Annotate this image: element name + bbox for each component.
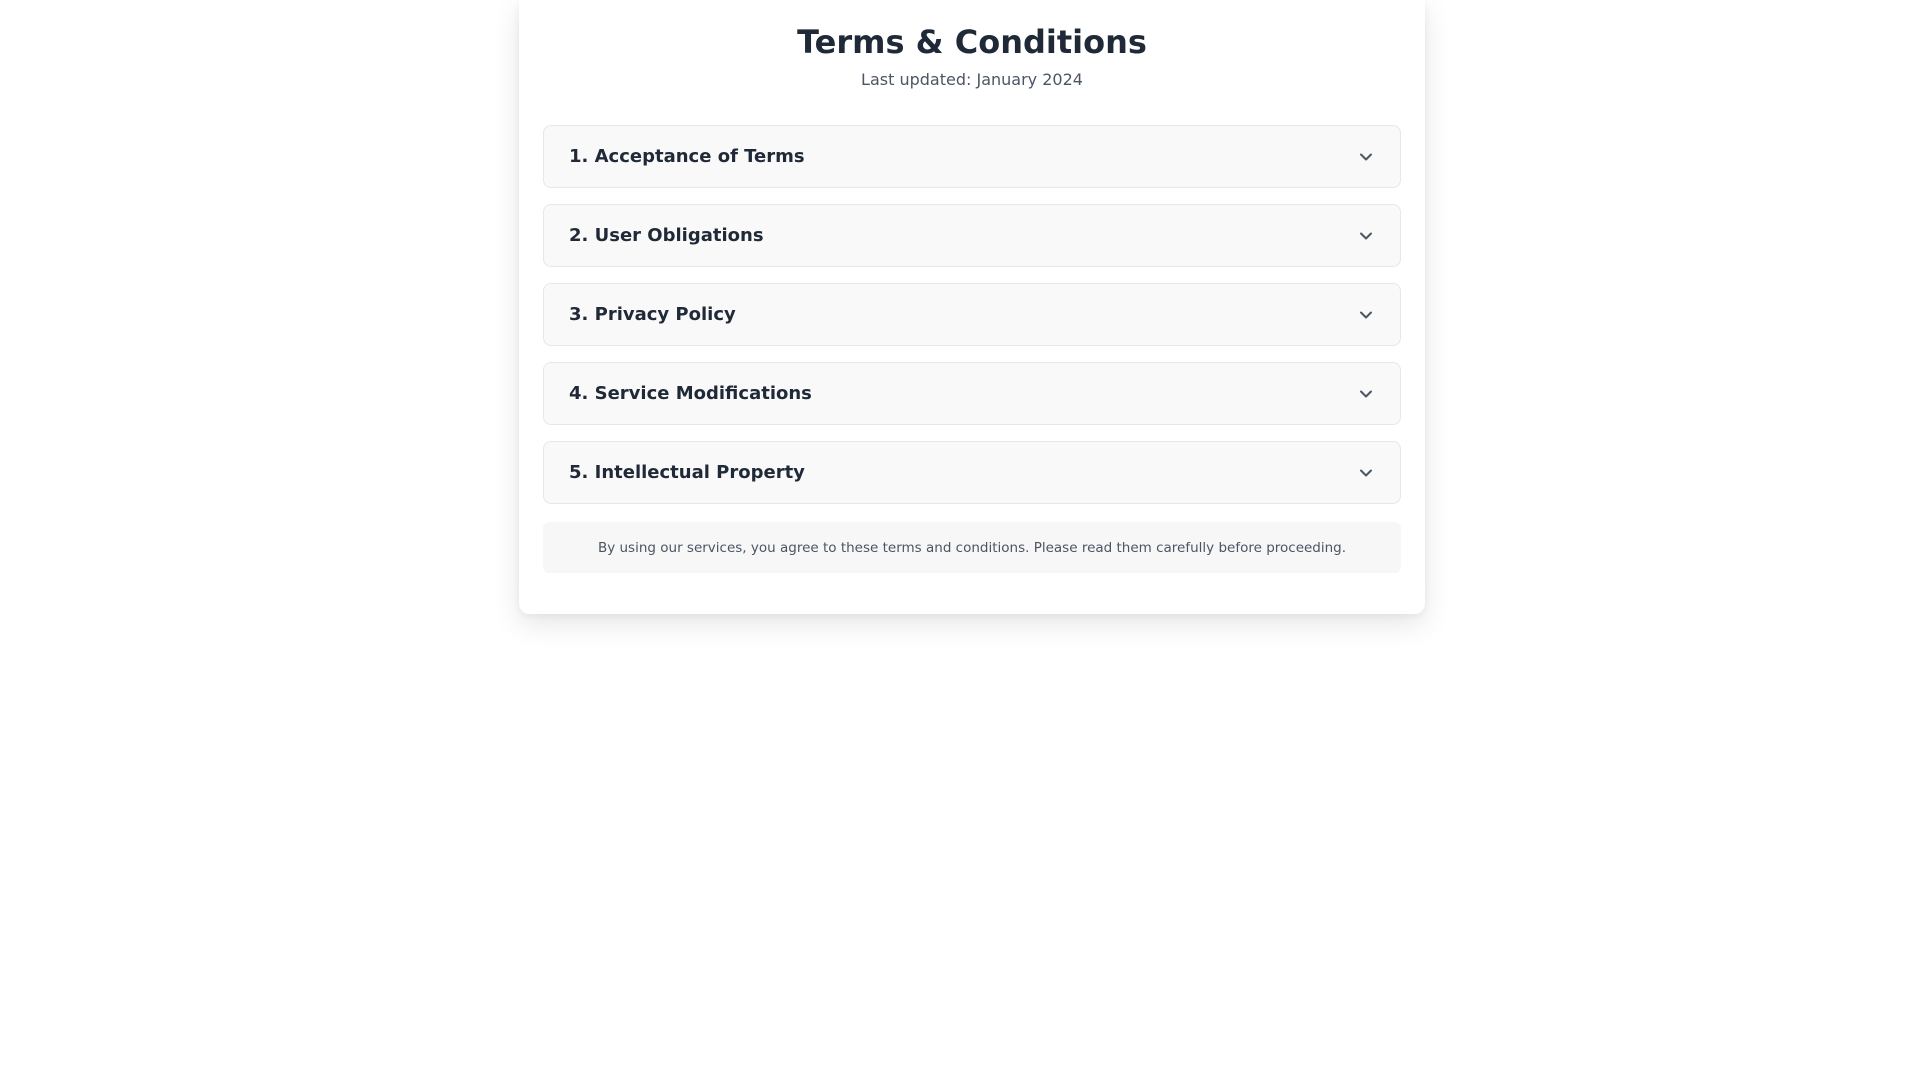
chevron-down-icon[interactable]: [1356, 226, 1376, 246]
accordion-item-acceptance-of-terms[interactable]: [543, 125, 1401, 188]
accordion-item-privacy-policy[interactable]: [543, 283, 1401, 346]
accordion-item-label: 4. Service Modifications: [569, 383, 812, 404]
chevron-down-icon[interactable]: [1356, 463, 1376, 483]
accordion: [543, 125, 1401, 504]
accordion-item-label: 3. Privacy Policy: [569, 304, 736, 325]
agreement-notice-text: By using our services, you agree to these terms and conditions. Please read them carefully before proceeding.: [597, 539, 1347, 556]
accordion-item-user-obligations[interactable]: [543, 204, 1401, 267]
accordion-item-service-modifications[interactable]: [543, 362, 1401, 425]
page-title: Terms & Conditions: [797, 23, 1147, 61]
chevron-down-icon[interactable]: [1356, 384, 1376, 404]
last-updated-text: Last updated: January 2024: [861, 70, 1083, 89]
accordion-item-label: 5. Intellectual Property: [569, 462, 805, 483]
accordion-item-label: 1. Acceptance of Terms: [569, 146, 805, 167]
accordion-item-label: 2. User Obligations: [569, 225, 764, 246]
agreement-notice: [543, 522, 1401, 573]
terms-card: [519, 0, 1425, 614]
chevron-down-icon[interactable]: [1356, 305, 1376, 325]
chevron-down-icon[interactable]: [1356, 147, 1376, 167]
accordion-item-intellectual-property[interactable]: [543, 441, 1401, 504]
